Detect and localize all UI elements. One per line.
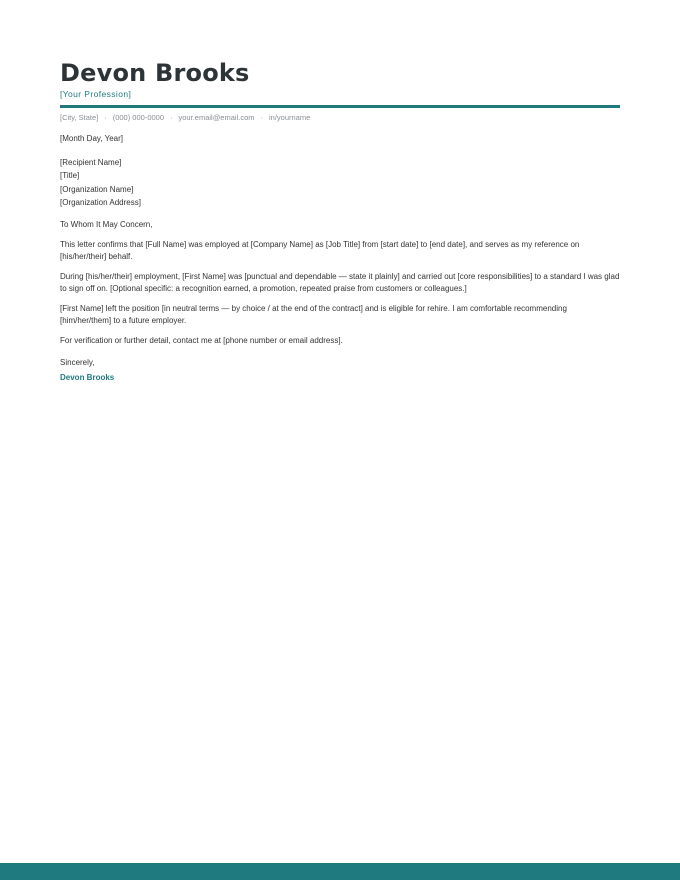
contact-line <box>60 112 620 124</box>
closing: Sincerely, <box>60 357 95 367</box>
header-divider <box>60 105 620 108</box>
recipient-name: [Recipient Name] <box>60 157 122 167</box>
contact-separator: · <box>104 113 107 122</box>
contact-location: [City, State] <box>60 113 99 122</box>
letter-date: [Month Day, Year] <box>60 134 123 143</box>
recipient-block <box>60 156 620 210</box>
paragraph: During [his/her/their] employment, [First Name] was [punctual and dependable — state it plainly] and carried out [core responsibilities] to a standard I was glad to sign off on. [Optional specific: a recognition earned, a promotion, repeated praise from customers or colleagues.] <box>60 272 620 293</box>
contact-linkedin: in/yourname <box>269 113 311 122</box>
contact-phone: (000) 000-0000 <box>112 113 165 122</box>
letter-page <box>60 58 620 384</box>
paragraph: This letter confirms that [Full Name] was employed at [Company Name] as [Job Title] from [start date] to [end date], and serves as my reference on [his/her/their] behalf. <box>60 240 580 261</box>
paragraph: [First Name] left the position [in neutral terms — by choice / at the end of the contract] and is eligible for rehire. I am comfortable recommending [him/her/them] to a future employer. <box>60 304 567 325</box>
contact-separator: · <box>260 113 263 122</box>
greeting: To Whom It May Concern, <box>60 219 153 229</box>
letter-body <box>60 133 620 384</box>
contact-email: your.email@email.com <box>178 113 255 122</box>
footer-bar <box>0 863 680 880</box>
signature: Devon Brooks <box>60 373 115 382</box>
recipient-organization: [Organization Name] <box>60 184 134 194</box>
profession-label: [Your Profession] <box>60 89 132 99</box>
recipient-title: [Title] <box>60 171 80 180</box>
sender-name: Devon Brooks <box>60 59 250 87</box>
paragraph: For verification or further detail, contact me at [phone number or email address]. <box>60 336 343 345</box>
recipient-address: [Organization Address] <box>60 198 141 207</box>
contact-separator: · <box>170 113 173 122</box>
